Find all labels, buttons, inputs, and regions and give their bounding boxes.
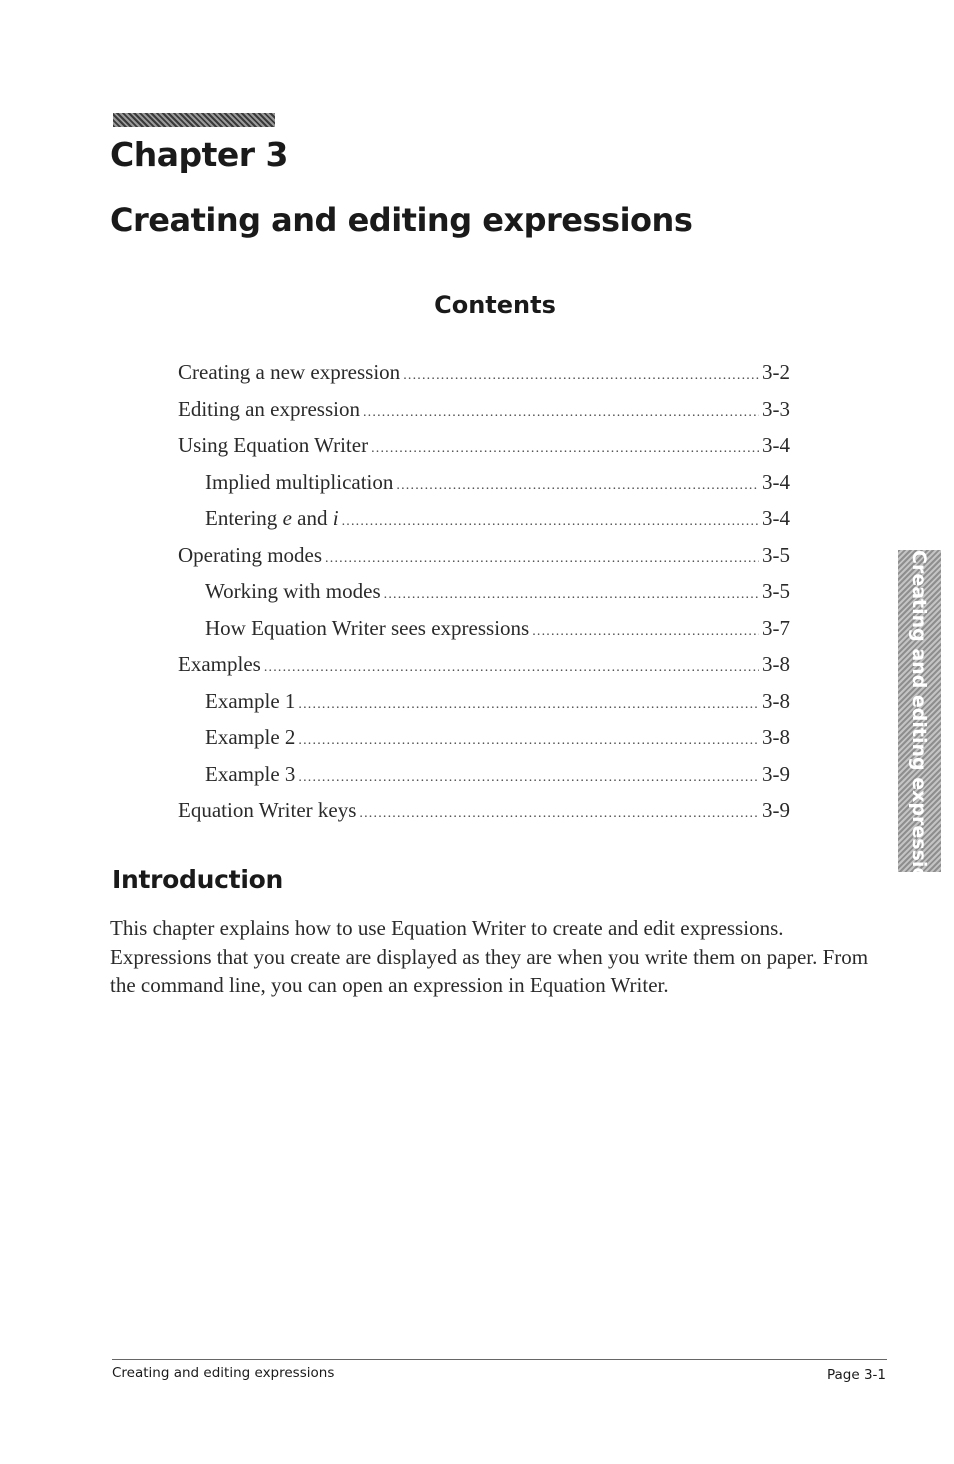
toc-entry-page: 3-4 xyxy=(762,433,790,457)
toc-entry-page: 3-4 xyxy=(762,469,790,494)
toc-entry-title: Equation Writer keys xyxy=(178,798,357,822)
toc-entry-title: Example 3 xyxy=(205,761,296,786)
toc-leader-dots xyxy=(363,395,759,432)
toc-entry-page: 3-5 xyxy=(762,579,790,603)
table-of-contents xyxy=(178,354,790,829)
side-tab-label: Creating and editing expressions xyxy=(908,550,930,906)
toc-leader-dots xyxy=(371,431,759,468)
toc-title-symbol-i: i xyxy=(332,506,339,530)
toc-entry-page: 3-3 xyxy=(762,396,790,421)
chapter-label: Chapter 3 xyxy=(110,135,288,174)
toc-leader-dots xyxy=(325,541,759,578)
chapter-bar xyxy=(113,113,275,127)
toc-entry-page: 3-5 xyxy=(762,542,790,567)
toc-leader-dots xyxy=(342,504,759,541)
toc-entry-title: Example 1 xyxy=(205,688,296,713)
toc-entry-title xyxy=(205,500,339,537)
toc-entry-page: 3-8 xyxy=(762,688,790,713)
toc-entry-title: How Equation Writer sees expressions xyxy=(205,615,530,640)
toc-entry-page: 3-2 xyxy=(762,360,790,384)
toc-entry-title: Examples xyxy=(178,652,261,676)
contents-heading: Contents xyxy=(434,291,556,319)
toc-entry-title: Editing an expression xyxy=(178,396,360,421)
toc-entry-title: Operating modes xyxy=(178,542,323,567)
toc-entry-title: Working with modes xyxy=(205,579,381,603)
chapter-side-tab xyxy=(898,550,941,906)
toc-entry[interactable] xyxy=(178,792,790,829)
toc-entry-page: 3-7 xyxy=(762,615,790,640)
introduction-paragraph: This chapter explains how to use Equation Writer to create and edit expressions. Expressions that you create are displayed as they are when you write them on paper. From the command line, you can open an expression in Equation Writer. xyxy=(110,916,869,997)
footer-chapter-title: Creating and editing expressions xyxy=(112,1365,335,1381)
toc-leader-dots xyxy=(384,577,759,614)
toc-title-symbol-e: e xyxy=(282,506,292,530)
toc-leader-dots xyxy=(298,760,759,797)
toc-entry[interactable] xyxy=(178,391,790,428)
toc-entry-title: Implied multiplication xyxy=(205,469,394,494)
footer-divider xyxy=(112,1359,887,1360)
toc-leader-dots xyxy=(298,687,759,724)
toc-entry-title: Creating a new expression xyxy=(178,360,401,384)
toc-subentry[interactable] xyxy=(178,610,790,647)
toc-leader-dots xyxy=(403,358,759,395)
chapter-title: Creating and editing expressions xyxy=(110,201,693,239)
toc-entry[interactable] xyxy=(178,646,790,683)
toc-entry-title: Using Equation Writer xyxy=(178,433,369,457)
toc-title-part: Entering xyxy=(205,506,283,530)
toc-subentry[interactable] xyxy=(178,464,790,501)
toc-leader-dots xyxy=(359,796,759,833)
toc-entry-page: 3-9 xyxy=(762,798,790,822)
toc-subentry[interactable] xyxy=(178,683,790,720)
toc-title-part: and xyxy=(291,506,333,530)
toc-subentry[interactable] xyxy=(178,573,790,610)
toc-entry-title: Example 2 xyxy=(205,725,296,749)
toc-entry[interactable] xyxy=(178,354,790,391)
toc-entry-page: 3-9 xyxy=(762,761,790,786)
toc-subentry[interactable] xyxy=(178,500,790,537)
toc-subentry[interactable] xyxy=(178,719,790,756)
toc-entry-page: 3-8 xyxy=(762,652,790,676)
toc-entry[interactable] xyxy=(178,427,790,464)
toc-leader-dots xyxy=(298,723,759,760)
toc-entry[interactable] xyxy=(178,537,790,574)
toc-entry-page: 3-4 xyxy=(762,506,790,530)
toc-leader-dots xyxy=(264,650,759,687)
toc-leader-dots xyxy=(532,614,759,651)
footer-page-number: Page 3-1 xyxy=(826,1367,886,1383)
introduction-heading: Introduction xyxy=(112,865,283,894)
toc-entry-page: 3-8 xyxy=(762,725,790,749)
toc-subentry[interactable] xyxy=(178,756,790,793)
toc-leader-dots xyxy=(396,468,759,505)
